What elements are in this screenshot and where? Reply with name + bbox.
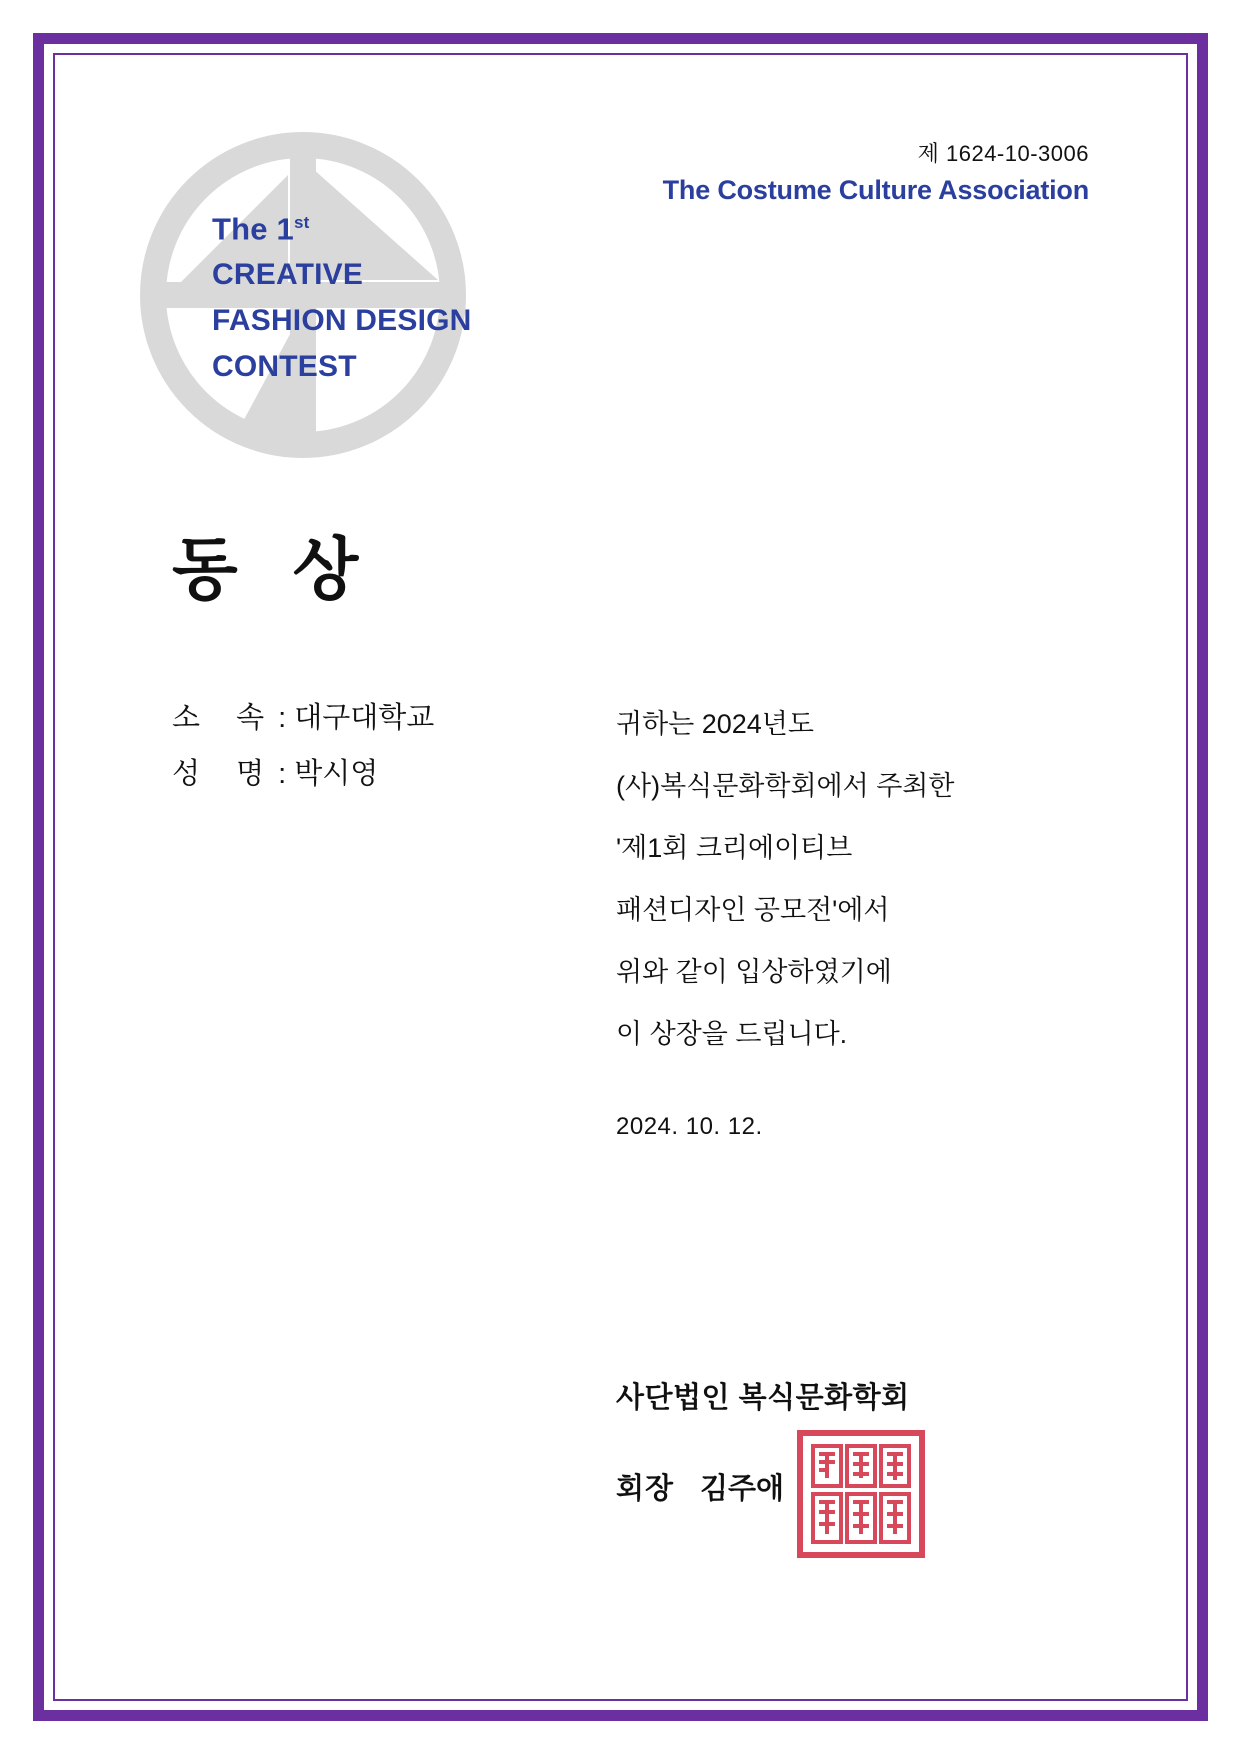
logo-line4: CONTEST: [212, 350, 357, 384]
issue-date: 2024. 10. 12.: [616, 1113, 763, 1140]
logo-line2: CREATIVE: [212, 258, 364, 292]
award-title: 동 상: [172, 532, 377, 608]
body-line: 귀하는 2024년도: [616, 709, 814, 739]
body-line: '제1회 크리에이티브: [616, 833, 853, 863]
official-red-seal-icon: [797, 1430, 925, 1558]
signature-name: 김주애: [700, 1473, 785, 1505]
name-label: 성 명: [172, 758, 279, 790]
body-line: 이 상장을 드립니다.: [616, 1019, 848, 1049]
logo-line1-prefix: The 1: [212, 211, 294, 247]
name-value: 박시영: [294, 758, 379, 790]
affiliation-value: 대구대학교: [294, 702, 435, 734]
affiliation-separator: :: [278, 702, 287, 734]
recipient-affiliation-row: [172, 690, 434, 746]
association-name-english: The Costume Culture Association: [662, 175, 1089, 205]
name-separator: :: [278, 758, 287, 790]
logo-line1-suffix: st: [293, 213, 310, 232]
body-line: 위와 같이 입상하였기에: [616, 957, 892, 987]
award-body-text: [616, 693, 954, 1065]
contest-logo-text: [212, 200, 472, 390]
body-line: 패션디자인 공모전'에서: [616, 895, 890, 925]
signature-role: 회장: [616, 1473, 675, 1505]
signature-person: [616, 1466, 784, 1507]
affiliation-label: 소 속: [172, 702, 279, 734]
recipient-name-row: [172, 746, 434, 802]
logo-line3: FASHION DESIGN: [212, 304, 472, 338]
document-number: 제 1624-10-3006: [917, 141, 1089, 166]
signature-organization: 사단법인 복식문화학회: [616, 1382, 910, 1414]
body-line: (사)복식문화학회에서 주최한: [616, 771, 955, 801]
recipient-details: [172, 690, 434, 802]
